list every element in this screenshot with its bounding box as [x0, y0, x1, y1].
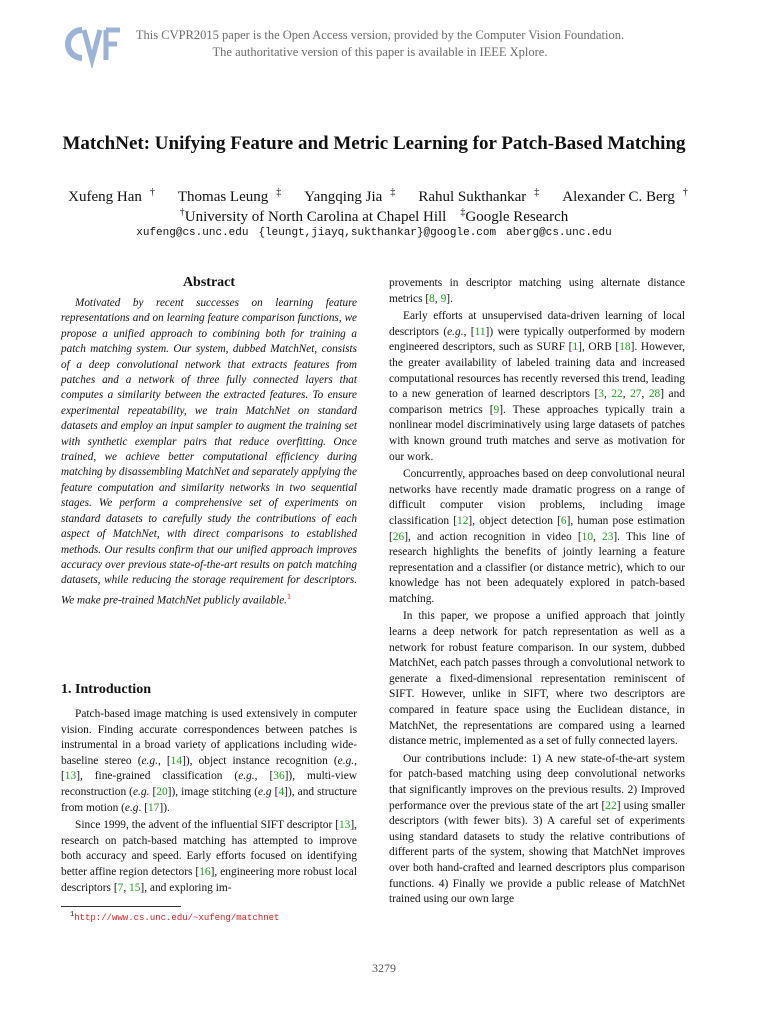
author-email[interactable]: xufeng@cs.unc.edu [136, 227, 249, 239]
author-name: Rahul Sukthankar [418, 189, 527, 205]
page-number: 3279 [372, 961, 396, 975]
citation-link[interactable]: 13 [64, 770, 77, 783]
citation-link[interactable]: 15 [129, 881, 141, 894]
body-text: ], human pose estimation [ [389, 514, 685, 543]
body-text: ], engineering more robust local descriptors [ [61, 865, 357, 894]
author-name: Yangqing Jia [304, 189, 383, 205]
intro-paragraph-2 [61, 818, 357, 896]
body-text: ]), and structure from motion ( [61, 785, 357, 814]
body-text: provements in descriptor matching using alternate distance metrics [ [389, 277, 685, 305]
citation-link[interactable]: 4 [278, 785, 285, 798]
affiliation-name: Google Research [465, 209, 569, 225]
citation-link[interactable]: 28 [648, 388, 661, 401]
footnote-ref-1[interactable]: 1 [286, 591, 291, 601]
body-text: [ [271, 785, 279, 798]
affiliation-mark: ‡ [534, 187, 540, 198]
body-text: . [ [138, 801, 149, 814]
body-text: ]) were typically outperformed by modern engineered descriptors, such as SURF [ [389, 325, 685, 354]
citation-link[interactable]: 22 [605, 799, 617, 812]
italic-text: e.g. [141, 754, 158, 767]
body-text: ], object detection [ [468, 514, 561, 527]
body-text: , [123, 881, 130, 894]
body-text: Since 1999, the advent of the influential SIFT descriptor [ [75, 819, 339, 832]
body-text: Early efforts at unsupervised data-driven learning of local descriptors ( [389, 310, 685, 338]
abstract-heading: Abstract [182, 275, 236, 290]
author-name: Thomas Leung [177, 189, 269, 205]
italic-text: e.g. [132, 785, 150, 798]
body-text: ], and action recognition in video [ [404, 530, 582, 543]
footnote-mark: 1 [70, 911, 75, 919]
citation-link[interactable]: 22 [611, 388, 623, 401]
body-text: ], fine-grained classification ( [76, 770, 239, 783]
body-text: , [622, 388, 631, 401]
body-text: [ [149, 785, 157, 798]
citation-link[interactable]: 8 [429, 292, 435, 305]
body-text: ], and exploring im- [140, 881, 232, 894]
body-text: , [593, 530, 602, 543]
author-email[interactable]: aberg@cs.unc.edu [506, 227, 612, 239]
body-text: , [ [463, 325, 475, 338]
body-text: Concurrently, approaches based on deep convolutional neural networks have recently made dramatic progress on a range of difficult computer vision problems, including image classification [ [389, 468, 685, 527]
citation-link[interactable]: 16 [199, 865, 211, 878]
affiliation-mark: † [179, 207, 185, 218]
abstract-text [61, 296, 357, 609]
affiliation-name: University of North Carolina at Chapel Hill [184, 209, 447, 225]
citation-link[interactable]: 27 [630, 388, 642, 401]
affiliation-mark: † [149, 187, 155, 198]
affiliation-mark: ‡ [390, 187, 396, 198]
cvf-logo [62, 22, 122, 68]
footnote-url-link[interactable]: http://www.cs.unc.edu/~xufeng/matchnet [74, 913, 280, 923]
author-name: Alexander C. Berg [562, 189, 675, 205]
body-text: , [ [61, 754, 357, 783]
abstract-content: Motivated by recent successes on learning feature representations and on learning feature comparison functions, we propose a unified approach to combining both for training a patch matching system. Our system, dubbed MatchNet, consists of a deep convolutional network that extracts features from patches and a network of three fully connected layers that computes a similarity between the extracted features. To ensure experimental repeatability, we train MatchNet on standard datasets and employ an input sampler to augment the training set with synthetic exemplar pairs that reduce overfitting. Once trained, we achieve better computational efficiency during matching by disassembling MatchNet and separately applying the feature computation and similarity networks in two sequential stages. We perform a comprehensive set of experiments on standard datasets to carefully study the contributions of each aspect of MatchNet, with direct comparisons to established methods. Our results confirm that our unified approach improves accuracy over previous state-of-the-art results on patch matching datasets, while reducing the storage requirement for descriptors. We make pre-trained MatchNet publicly available. [61, 297, 357, 607]
right-paragraph-3 [389, 609, 685, 749]
citation-link[interactable]: 13 [338, 819, 351, 832]
notice-line-2: The authoritative version of this paper is available in IEEE Xplore. [212, 45, 548, 59]
author-name: Xufeng Han [68, 189, 142, 205]
body-text: , [434, 292, 441, 305]
body-text: ]), image stitching ( [167, 785, 259, 798]
introduction-body [61, 707, 357, 896]
body-text: Patch-based image matching is used extensively in computer vision. Finding accurate correspondences between patches is instrumental in a broad variety of applications including wide-baseline stereo ( [61, 708, 357, 767]
body-text: ]. However, the greater availability of labeled training data and increased computational resources has recently reversed this trend, leading to a new generation of learned descriptors [ [389, 341, 685, 401]
notice-line-1: This CVPR2015 paper is the Open Access version, provided by the Computer Vision Foundation. [135, 28, 625, 42]
citation-link[interactable]: 1 [572, 341, 579, 354]
citation-link[interactable]: 9 [440, 292, 447, 305]
email-list [40, 225, 708, 241]
citation-link[interactable]: 7 [117, 881, 124, 894]
citation-link[interactable]: 17 [148, 801, 160, 814]
right-paragraph-1 [389, 309, 685, 465]
right-paragraph-0 [389, 276, 685, 307]
citation-link[interactable]: 26 [392, 530, 405, 543]
citation-link[interactable]: 9 [493, 403, 500, 416]
right-paragraph-4 [389, 752, 685, 908]
citation-link[interactable]: 23 [602, 530, 614, 543]
citation-link[interactable]: 12 [457, 514, 469, 527]
paper-title: MatchNet: Unifying Feature and Metric Learning for Patch-Based Matching [62, 133, 686, 154]
body-text: Our contributions include: 1) A new state-of-the-art system for patch-based matching using deep convolutional networks that significantly improves on the previous results. 2) Improved performance over the previous state of the art [ [389, 752, 685, 812]
citation-link[interactable]: 18 [619, 341, 631, 354]
italic-text: e.g. [337, 754, 355, 767]
citation-link[interactable]: 6 [560, 514, 567, 527]
affiliation-mark: † [682, 187, 688, 198]
citation-link[interactable]: 36 [273, 770, 285, 783]
body-text: ]), multi-view reconstruction ( [61, 770, 357, 798]
body-text: In this paper, we propose a unified approach that jointly learns a deep network for patch representation as well as a network for robust feature comparison. In our system, dubbed MatchNet, each patch passes through a convolutional network to generate a fixed-dimensional representation reminiscent of SIFT. However, unlike in SIFT, where two descriptors are compared in feature space using the Euclidean distance, in MatchNet, the representations are compared using a learned distance metric, implemented as a set of fully connected layers. [389, 610, 685, 748]
body-text: ], ORB [ [578, 341, 620, 354]
body-text: , [ [157, 754, 171, 767]
footnote-rule [61, 906, 181, 907]
body-text: ]), object instance recognition ( [182, 754, 338, 767]
body-text: ] using smaller descriptors (with fewer bits). 3) A careful set of experiments using standard datasets to study the relative contributions of different parts of the system, showing that MatchNet improves over both hand-crafted and learned descriptors plus comparison functions. 4) Finally we provide a public release of MatchNet trained using our own large [389, 799, 686, 906]
body-text: ]). [159, 801, 170, 814]
italic-text: e.g [124, 801, 139, 814]
author-email[interactable]: {leungt,jiayq,sukthankar}@google.com [258, 227, 497, 239]
footnote [70, 909, 360, 924]
body-text: ]. [446, 292, 453, 305]
affiliation-list [40, 203, 708, 227]
citation-link[interactable]: 3 [598, 388, 604, 401]
introduction-heading: 1. Introduction [61, 682, 151, 697]
body-text: , [603, 388, 612, 401]
citation-link[interactable]: 20 [156, 785, 168, 798]
affiliation-mark: ‡ [460, 207, 466, 218]
body-text: ]. These approaches typically train a nonlinear model discriminatively using large datasets of patches with known ground truth matches and serve as motivation for our work. [389, 403, 685, 463]
open-access-notice [120, 27, 640, 61]
italic-text: e.g [258, 785, 272, 798]
body-text: , [ [254, 770, 274, 783]
citation-link[interactable]: 10 [581, 530, 594, 543]
right-paragraph-2 [389, 467, 685, 607]
body-text: ]. This line of research highlights the benefits of jointly learning a feature representation and a classifier (or distance metric), which to our knowledge has not been adequately explored in patch-based matching. [389, 530, 685, 605]
body-text: , [641, 388, 649, 401]
body-text: ], research on patch-based matching has attempted to improve both accuracy and speed. Early efforts focused on identifying better affine region detectors [ [61, 819, 357, 878]
italic-text: e.g. [447, 325, 464, 338]
italic-text: e.g. [238, 770, 255, 783]
right-column-body [389, 276, 685, 908]
body-text: ] and comparison metrics [ [389, 388, 685, 416]
affiliation-mark: ‡ [276, 187, 282, 198]
citation-link[interactable]: 11 [474, 325, 486, 338]
citation-link[interactable]: 14 [170, 754, 183, 767]
intro-paragraph-1 [61, 707, 357, 816]
